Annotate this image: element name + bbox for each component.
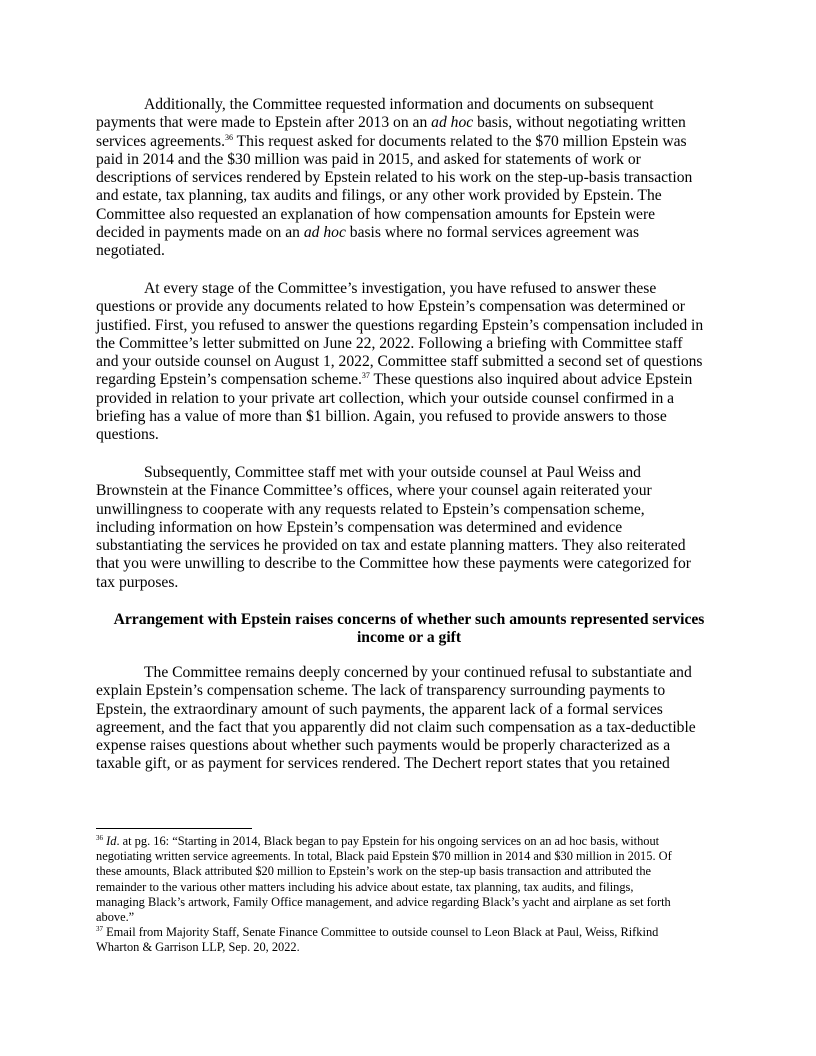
text-line: taxable gift, or as payment for services rendered. The Dechert report states that you retained xyxy=(96,755,670,773)
footnote-reference[interactable]: 37 xyxy=(96,925,103,934)
text-line: explain Epstein’s compensation scheme. The lack of transparency surrounding payments to xyxy=(96,682,666,700)
text-line: and your outside counsel on August 1, 2022, Committee staff submitted a second set of questions xyxy=(96,353,703,371)
paragraph-additional-requests xyxy=(96,96,722,261)
text-line: the Committee’s letter submitted on June 22, 2022. Following a briefing with Committee staff xyxy=(96,334,683,352)
text-line: Committee also requested an explanation of how compensation amounts for Epstein were xyxy=(96,205,656,223)
text-line: that you were unwilling to describe to the Committee how these payments were categorized for xyxy=(96,555,691,573)
text-line: Wharton & Garrison LLP, Sep. 20, 2022. xyxy=(96,940,300,955)
text-line: tax purposes. xyxy=(96,573,179,591)
text-line: these amounts, Black attributed $20 million to Epstein’s work on the step-up basis transaction and attributed the xyxy=(96,864,652,879)
paragraph-counsel-meeting xyxy=(96,464,722,592)
text-line: negotiated. xyxy=(96,242,165,260)
section-heading xyxy=(96,611,722,648)
text-line: questions or provide any documents related to how Epstein’s compensation was determined or xyxy=(96,298,685,316)
text-line: negotiating written service agreements. In total, Black paid Epstein $70 million in 2014 and $30 million in 2015. Of xyxy=(96,849,672,864)
text-line: payments that were made to Epstein after 2013 on an ad hoc basis, without negotiating written xyxy=(96,114,686,132)
footnote-37 xyxy=(96,925,736,955)
text-line: At every stage of the Committee’s investigation, you have refused to answer these xyxy=(144,280,657,297)
paragraph-refusal-to-answer xyxy=(96,280,722,445)
text-line: including information on how Epstein’s compensation was determined and evidence xyxy=(96,518,623,536)
text-line: descriptions of services rendered by Epstein related to his work on the step-up-basis transaction xyxy=(96,169,693,187)
text-line: and estate, tax planning, tax audits and filings, or any other work provided by Epstein. The xyxy=(96,187,662,205)
text-line: questions. xyxy=(96,426,159,444)
text-line: provided in relation to your private art collection, which your outside counsel confirmed in a xyxy=(96,389,675,407)
italic-text: ad hoc xyxy=(431,114,474,132)
footnote-reference[interactable]: 36 xyxy=(225,132,234,142)
footnote-36 xyxy=(96,834,736,925)
text-line: unwillingness to cooperate with any requests related to Epstein’s compensation scheme, xyxy=(96,500,645,518)
text-line: agreement, and the fact that you apparently did not claim such compensation as a tax-deductible xyxy=(96,718,696,736)
text-line: regarding Epstein’s compensation scheme.$^{37}$ These questions also inquired about advice Epstein xyxy=(96,371,693,389)
text-line: substantiating the services he provided on tax and estate planning matters. They also reiterated xyxy=(96,537,686,555)
text-line: above.” xyxy=(96,910,135,925)
text-line: $^{37}$ Email from Majority Staff, Senate Finance Committee to outside counsel to Leon Black at Paul, Weiss, Rifkind xyxy=(96,925,659,940)
text-line: decided in payments made on an ad hoc basis where no formal services agreement was xyxy=(96,224,640,242)
text-line: briefing has a value of more than $1 billion. Again, you refused to provide answers to those xyxy=(96,408,667,426)
text-line: remainder to the various other matters including his advice about estate, tax planning, tax audits, and filings, xyxy=(96,879,634,894)
text-line: Epstein, the extraordinary amount of such payments, the apparent lack of a formal services xyxy=(96,700,663,718)
text-line: Brownstein at the Finance Committee’s offices, where your counsel again reiterated your xyxy=(96,482,652,500)
text-line: The Committee remains deeply concerned by your continued refusal to substantiate and xyxy=(144,664,692,681)
text-line: managing Black’s artwork, Family Office management, and advice regarding Black’s yacht and airplane as set forth xyxy=(96,894,671,909)
footnotes xyxy=(96,834,736,956)
footnote-reference[interactable]: 37 xyxy=(361,371,370,381)
text-line: $^{36}$ Id. at pg. 16: “Starting in 2014, Black began to pay Epstein for his ongoing services on an ad hoc basis, without xyxy=(96,833,660,848)
footnote-reference[interactable]: 36 xyxy=(96,833,103,842)
section-heading-line-1: Arrangement with Epstein raises concerns of whether such amounts represented services xyxy=(113,611,705,628)
italic-text: Id xyxy=(106,834,117,848)
text-line: services agreements.$^{36}$ This request asked for documents related to the $70 million Epstein was xyxy=(96,132,687,150)
text-line: justified. First, you refused to answer the questions regarding Epstein’s compensation included in xyxy=(96,316,704,334)
italic-text: ad hoc xyxy=(303,224,346,242)
footnote-separator xyxy=(96,828,252,829)
text-line: Subsequently, Committee staff met with your outside counsel at Paul Weiss and xyxy=(144,464,641,481)
text-line: expense raises questions about whether such payments would be properly characterized as a xyxy=(96,737,671,755)
text-line: Additionally, the Committee requested information and documents on subsequent xyxy=(144,96,654,113)
paragraph-committee-concern xyxy=(96,664,722,774)
section-heading-line-2: income or a gift xyxy=(356,629,462,647)
text-line: paid in 2014 and the $30 million was paid in 2015, and asked for statements of work or xyxy=(96,150,641,168)
